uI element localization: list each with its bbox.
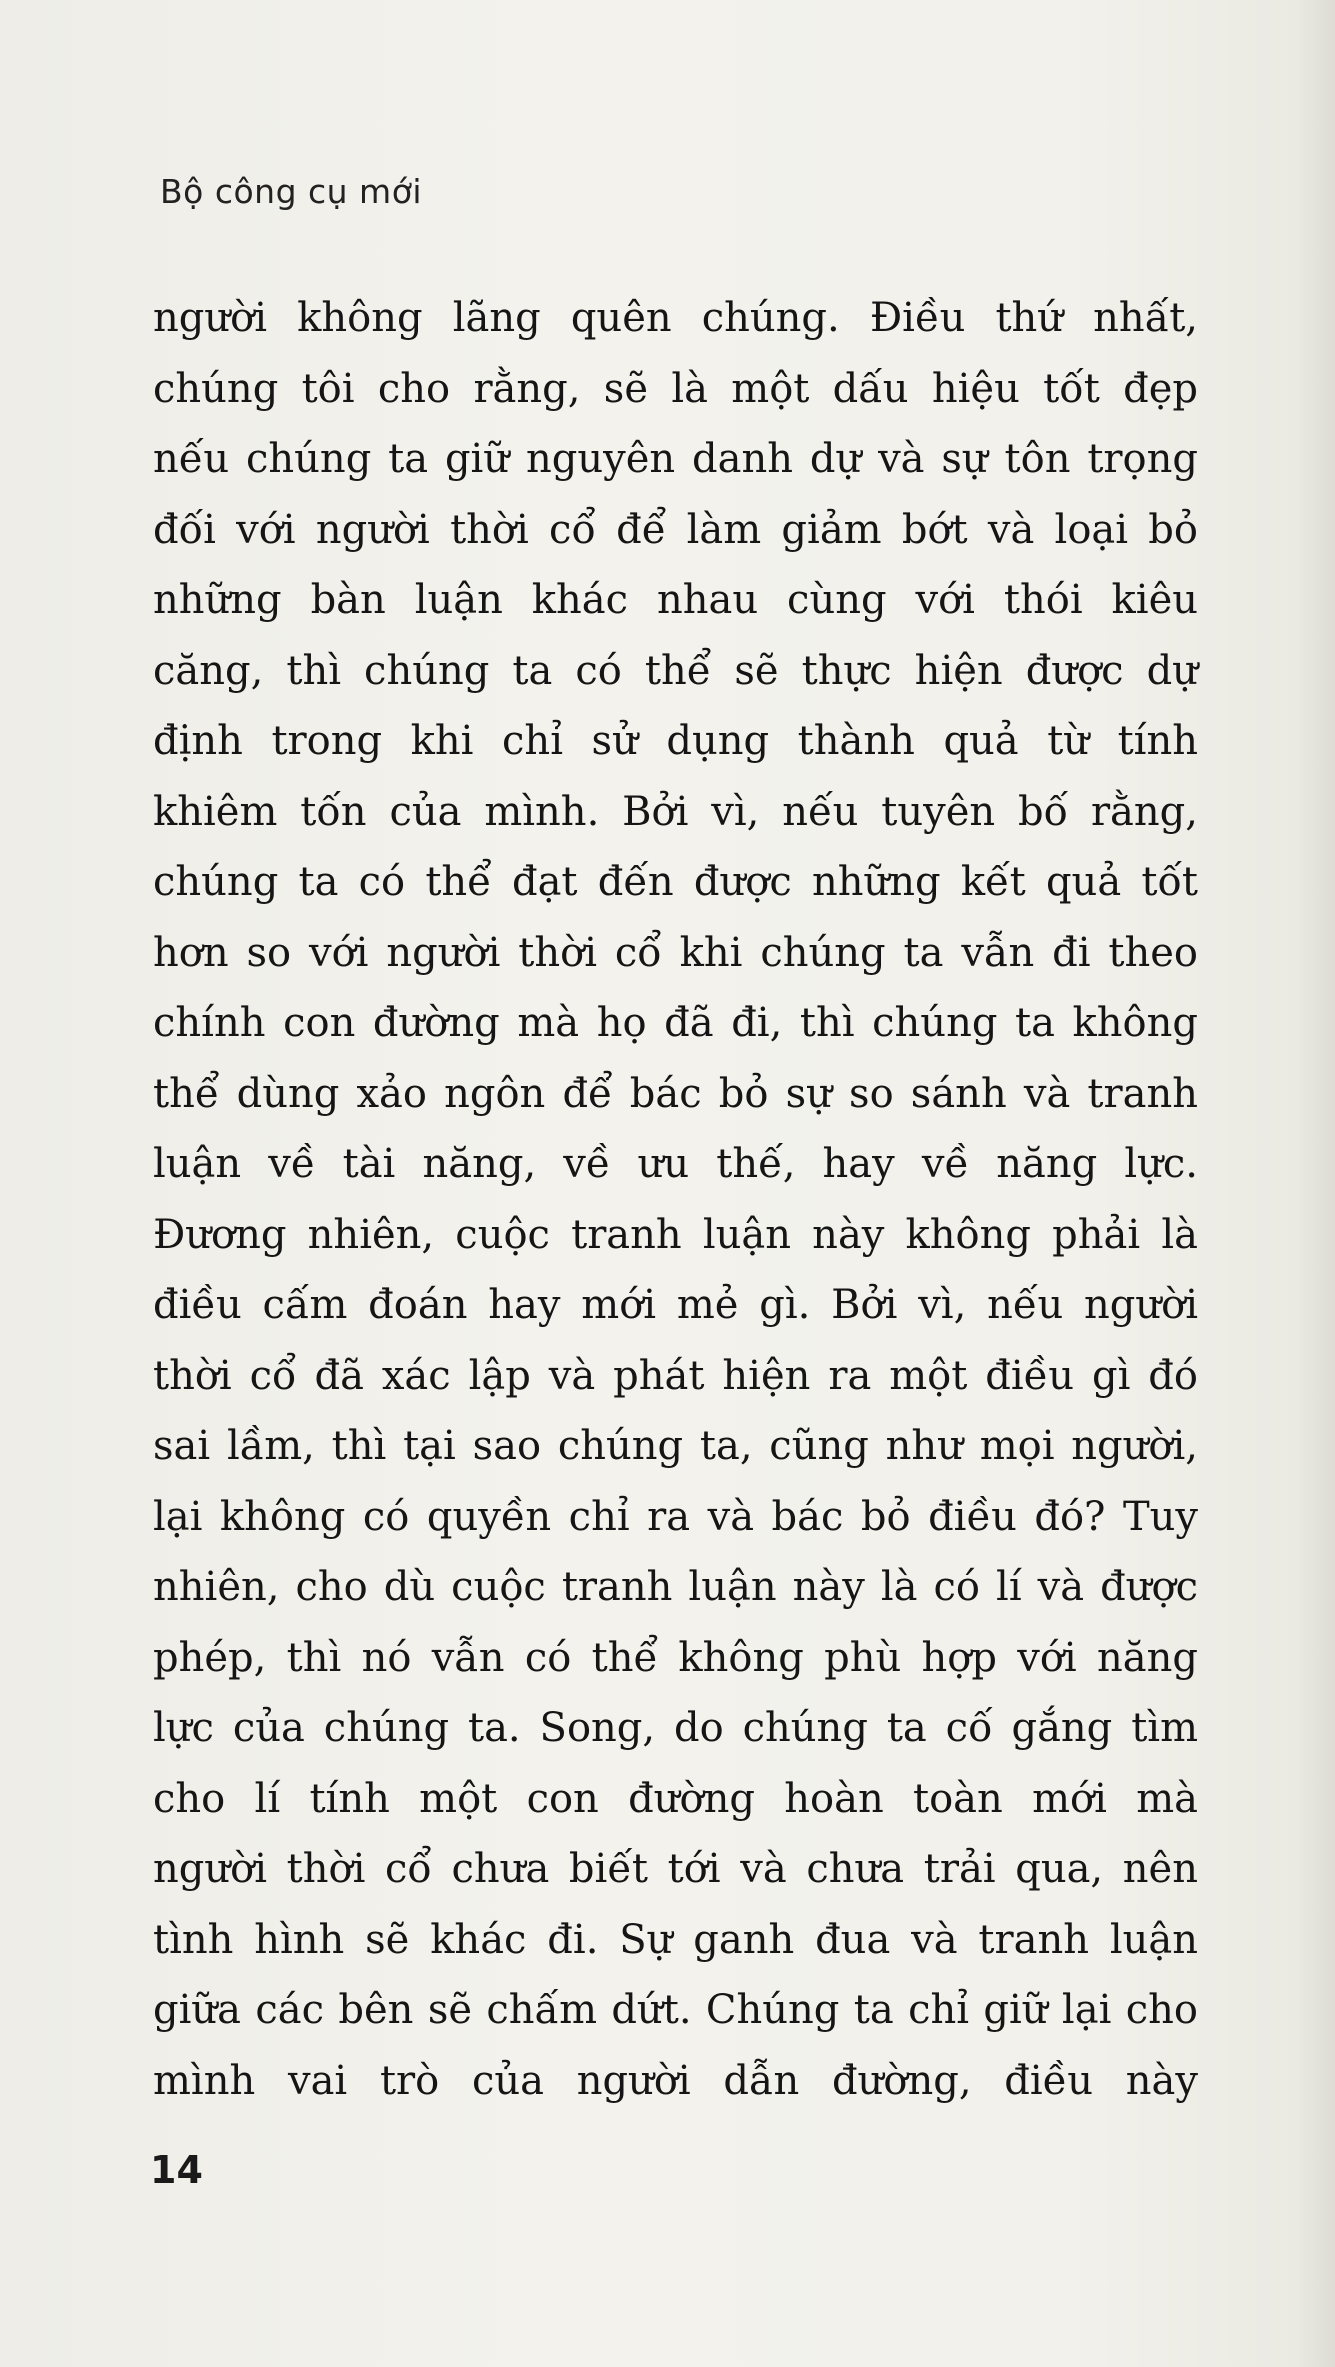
page-number: 14: [150, 2148, 203, 2192]
text-line: chính con đường mà họ đã đi, thì chúng ta không: [153, 1000, 1198, 1046]
text-line: định trong khi chỉ sử dụng thành quả từ tính: [153, 718, 1198, 764]
text-line: người không lãng quên chúng. Điều thứ nhất,: [153, 295, 1198, 341]
text-line: khiêm tốn của mình. Bởi vì, nếu tuyên bố rằng,: [153, 788, 1198, 835]
text-line: mình vai trò của người dẫn đường, điều này: [153, 2057, 1198, 2104]
text-line: cho lí tính một con đường hoàn toàn mới mà: [153, 1775, 1198, 1822]
text-line: nếu chúng ta giữ nguyên danh dự và sự tôn trọng: [153, 436, 1198, 482]
text-line: thể dùng xảo ngôn để bác bỏ sự so sánh và tranh: [153, 1070, 1198, 1117]
text-line: phép, thì nó vẫn có thể không phù hợp với năng: [153, 1634, 1198, 1681]
text-line: thời cổ đã xác lập và phát hiện ra một điều gì đó: [153, 1352, 1198, 1399]
text-line: tình hình sẽ khác đi. Sự ganh đua và tranh luận: [153, 1916, 1198, 1963]
text-line: chúng ta có thể đạt đến được những kết quả tốt: [153, 859, 1198, 905]
text-line: sai lầm, thì tại sao chúng ta, cũng như mọi người,: [153, 1423, 1198, 1469]
body-text: [153, 283, 1198, 2116]
text-line: giữa các bên sẽ chấm dứt. Chúng ta chỉ giữ lại cho: [153, 1987, 1198, 2033]
text-line: đối với người thời cổ để làm giảm bớt và loại bỏ: [153, 506, 1198, 553]
text-line: Đương nhiên, cuộc tranh luận này không phải là: [153, 1211, 1198, 1258]
text-line: nhiên, cho dù cuộc tranh luận này là có lí và được: [153, 1564, 1198, 1610]
text-line: hơn so với người thời cổ khi chúng ta vẫn đi theo: [153, 929, 1198, 976]
text-line: lực của chúng ta. Song, do chúng ta cố gắng tìm: [153, 1705, 1198, 1751]
text-line: lại không có quyền chỉ ra và bác bỏ điều đó? Tuy: [153, 1493, 1198, 1540]
text-line: điều cấm đoán hay mới mẻ gì. Bởi vì, nếu người: [153, 1282, 1198, 1328]
text-line: căng, thì chúng ta có thể sẽ thực hiện được dự: [153, 647, 1198, 694]
text-line: những bàn luận khác nhau cùng với thói kiêu: [153, 577, 1198, 623]
text-line: luận về tài năng, về ưu thế, hay về năng lực.: [153, 1141, 1198, 1187]
text-line: người thời cổ chưa biết tới và chưa trải qua, nên: [153, 1846, 1198, 1892]
running-header: Bộ công cụ mới: [160, 172, 423, 211]
page-edge-shadow: [1295, 0, 1335, 2367]
text-line: chúng tôi cho rằng, sẽ là một dấu hiệu tốt đẹp: [153, 365, 1198, 412]
